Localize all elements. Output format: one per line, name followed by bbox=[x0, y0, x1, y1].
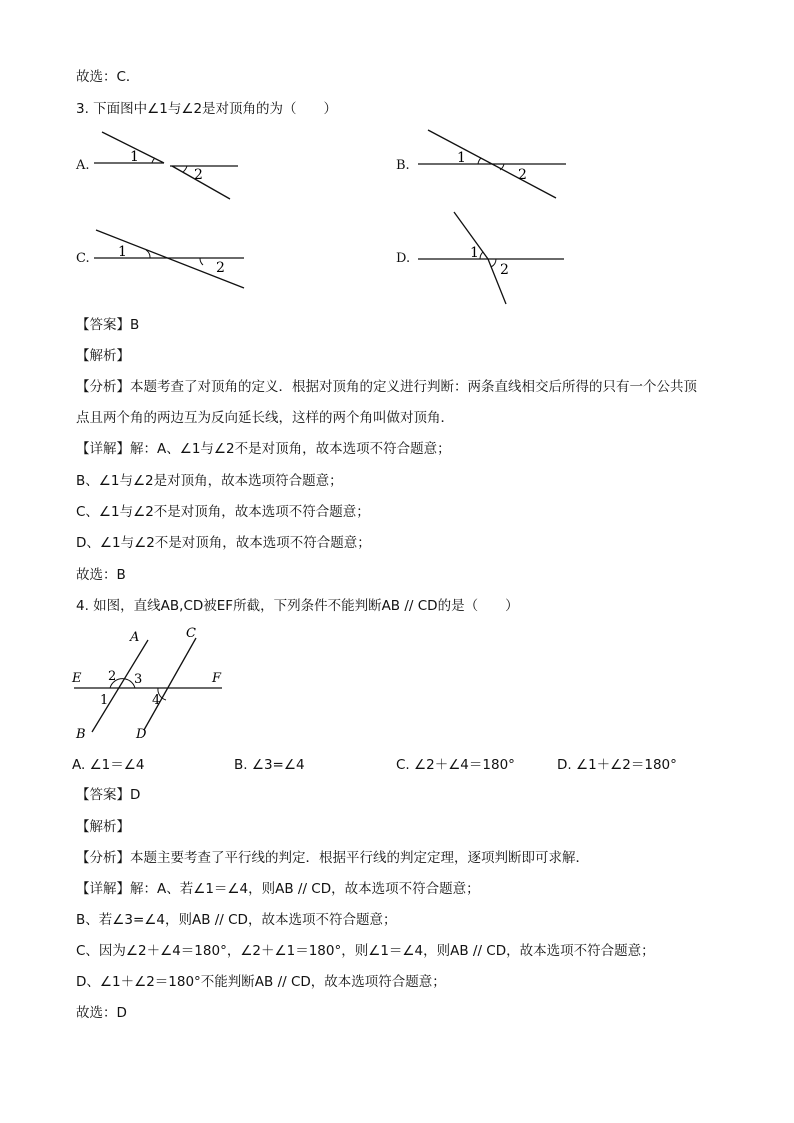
q4-conclusion: 故选：D bbox=[76, 1005, 127, 1021]
q3-figure-c bbox=[90, 226, 250, 292]
q3-answer: 【答案】B bbox=[76, 317, 140, 333]
q3-option-b-label: B. bbox=[396, 158, 410, 173]
q4-figure bbox=[66, 622, 236, 744]
q3-figure-d bbox=[414, 208, 574, 308]
q3c-label-2: 2 bbox=[216, 260, 225, 276]
q4-analysis-line-1: 【分析】本题主要考查了平行线的判定．根据平行线的判定定理，逐项判断即可求解． bbox=[76, 850, 589, 866]
q4-analysis-heading: 【解析】 bbox=[76, 819, 130, 835]
q3b-label-2: 2 bbox=[518, 167, 527, 183]
q3-conclusion: 故选：B bbox=[76, 567, 126, 583]
q3-analysis-line-1: 【分析】本题考查了对顶角的定义．根据对顶角的定义进行判断：两条直线相交后所得的只有一个公共顶 bbox=[76, 379, 697, 395]
q3d-angle-2-arc bbox=[491, 259, 496, 267]
q4-detail-a: 【详解】解：A、若∠1＝∠4，则AB // CD，故本选项不符合题意； bbox=[76, 881, 480, 897]
q4-detail-d: D、∠1＋∠2＝180°不能判断AB // CD，故本选项符合题意； bbox=[76, 974, 446, 990]
q4-label-3: 3 bbox=[134, 672, 143, 687]
q3a-angle-2-arc bbox=[183, 166, 187, 172]
q3-detail-c: C、∠1与∠2不是对顶角，故本选项不符合题意； bbox=[76, 504, 370, 520]
q4-option-b: B. ∠3=∠4 bbox=[234, 757, 305, 773]
q3c-label-1: 1 bbox=[118, 244, 127, 260]
q3b-label-1: 1 bbox=[457, 150, 466, 166]
q4-label-1: 1 bbox=[100, 693, 109, 708]
q3c-angle-2-arc bbox=[200, 258, 203, 265]
q4-detail-b: B、若∠3=∠4，则AB // CD，故本选项不符合题意； bbox=[76, 912, 397, 928]
q4-option-d: D. ∠1＋∠2＝180° bbox=[557, 757, 677, 773]
q4-label-a: A bbox=[130, 630, 140, 645]
q3-detail-d: D、∠1与∠2不是对顶角，故本选项不符合题意； bbox=[76, 535, 371, 551]
q3-analysis-line-2: 点且两个角的两边互为反向延长线，这样的两个角叫做对顶角． bbox=[76, 410, 454, 426]
q4-label-f: F bbox=[212, 671, 222, 686]
q4-label-e: E bbox=[72, 671, 82, 686]
q3a-label-1: 1 bbox=[130, 149, 139, 165]
q4-detail-c: C、因为∠2＋∠4＝180°，∠2＋∠1＝180°，则∠1＝∠4，则AB // CD，故本选项不符合题意； bbox=[76, 943, 655, 959]
q4-label-4: 4 bbox=[152, 693, 161, 708]
q4-line-cd bbox=[144, 638, 196, 730]
q3-stem: 3. 下面图中∠1与∠2是对顶角的为（ ） bbox=[76, 101, 338, 117]
q4-label-2: 2 bbox=[108, 669, 117, 684]
q2-conclusion: 故选：C． bbox=[76, 69, 140, 85]
q3d-label-1: 1 bbox=[470, 245, 479, 261]
q3d-angle-1-arc bbox=[480, 252, 483, 259]
q3-figure-a bbox=[90, 128, 250, 204]
q3-detail-a: 【详解】解：A、∠1与∠2不是对顶角，故本选项不符合题意； bbox=[76, 441, 451, 457]
q4-option-c: C. ∠2＋∠4＝180° bbox=[396, 757, 515, 773]
q4-answer: 【答案】D bbox=[76, 787, 141, 803]
q3-analysis-heading: 【解析】 bbox=[76, 348, 130, 364]
q3-option-c-label: C. bbox=[76, 251, 90, 266]
q3a-angle-1-arc bbox=[152, 158, 155, 163]
q4-label-b: B bbox=[76, 727, 86, 742]
q4-label-c: C bbox=[186, 626, 196, 641]
q3-figure-b bbox=[414, 126, 574, 202]
q3b-angle-1-arc bbox=[478, 158, 481, 164]
q3-detail-b: B、∠1与∠2是对顶角，故本选项符合题意； bbox=[76, 473, 343, 489]
q4-stem: 4. 如图，直线AB,CD被EF所截，下列条件不能判断AB // CD的是（ ） bbox=[76, 598, 519, 614]
q4-label-d: D bbox=[136, 727, 147, 742]
q3-option-a-label: A. bbox=[76, 158, 90, 173]
q3a-label-2: 2 bbox=[194, 167, 203, 183]
q4-option-a: A. ∠1＝∠4 bbox=[72, 757, 145, 773]
q3d-label-2: 2 bbox=[500, 262, 509, 278]
q3-option-d-label: D. bbox=[396, 251, 411, 266]
